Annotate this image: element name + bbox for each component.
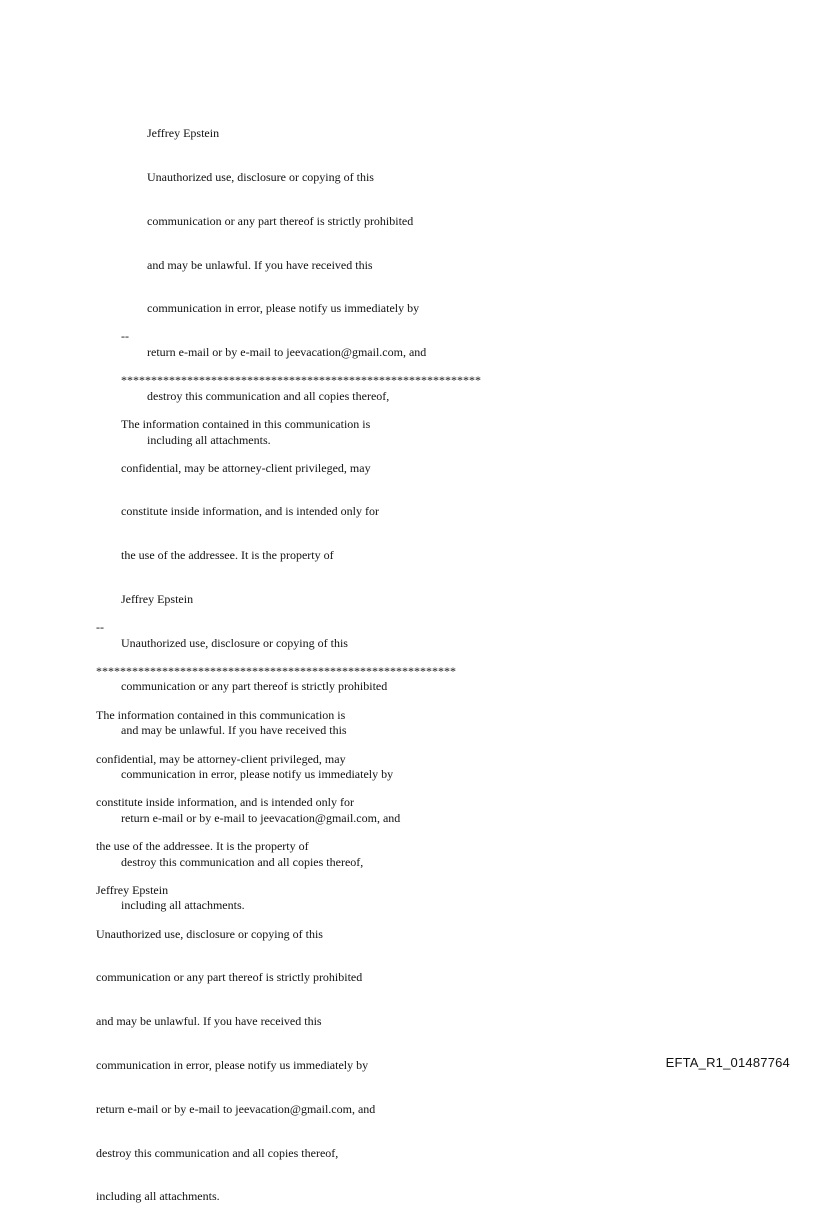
disclaimer-line: communication in error, please notify us immediately by (121, 767, 394, 781)
disclaimer-line: the use of the addressee. It is the property of (121, 548, 334, 563)
disclaimer-line: Jeffrey Epstein (121, 591, 194, 606)
disclaimer-line: communication in error, please notify us immediately by (96, 1058, 369, 1072)
disclaimer-line: including all attachments. (96, 1189, 220, 1204)
disclaimer-line: communication or any part thereof is strictly prohibited (147, 213, 414, 228)
disclaimer-line: confidential, may be attorney-client privileged, may (96, 751, 346, 766)
disclaimer-line: the use of the addressee. It is the property of (96, 839, 309, 854)
disclaimer-line: and may be unlawful. If you have received this (96, 1014, 322, 1029)
asterisk-rule: ************************************************************ (96, 663, 456, 678)
disclaimer-line: Unauthorized use, disclosure or copying of this (96, 926, 323, 941)
signature-separator: -- (121, 329, 129, 344)
disclaimer-line: destroy this communication and all copies thereof, (147, 388, 390, 403)
signature-separator: -- (96, 620, 104, 635)
disclaimer-line: and may be unlawful. If you have received this (121, 723, 347, 738)
disclaimer-block-main (96, 591, 456, 1219)
disclaimer-line: including all attachments. (121, 898, 245, 913)
disclaimer-line: constitute inside information, and is intended only for (121, 504, 379, 519)
disclaimer-line: constitute inside information, and is intended only for (96, 795, 354, 810)
disclaimer-line: Jeffrey Epstein (96, 882, 169, 897)
disclaimer-line: Jeffrey Epstein (147, 126, 220, 141)
disclaimer-line: communication in error, please notify us immediately by (147, 301, 420, 316)
disclaimer-line: communication or any part thereof is strictly prohibited (121, 679, 388, 694)
disclaimer-line: Unauthorized use, disclosure or copying of this (121, 635, 348, 650)
disclaimer-line: The information contained in this communication is (96, 707, 346, 722)
asterisk-rule: ************************************************************ (121, 372, 481, 387)
disclaimer-line: and may be unlawful. If you have received this (147, 257, 373, 272)
disclaimer-line: destroy this communication and all copies thereof, (96, 1145, 339, 1160)
disclaimer-line: including all attachments. (147, 432, 271, 447)
disclaimer-line: return e-mail or by e-mail to jeevacation@gmail.com, and (147, 345, 427, 360)
disclaimer-line: destroy this communication and all copies thereof, (121, 854, 364, 869)
disclaimer-line: The information contained in this communication is (121, 416, 371, 431)
disclaimer-line: communication or any part thereof is strictly prohibited (96, 970, 363, 985)
disclaimer-line: return e-mail or by e-mail to jeevacation@gmail.com, and (121, 810, 401, 825)
disclaimer-line: return e-mail or by e-mail to jeevacation@gmail.com, and (96, 1101, 376, 1116)
disclaimer-line: confidential, may be attorney-client privileged, may (121, 460, 371, 475)
bates-number: EFTA_R1_01487764 (665, 1055, 790, 1070)
disclaimer-line: Unauthorized use, disclosure or copying of this (147, 169, 374, 184)
